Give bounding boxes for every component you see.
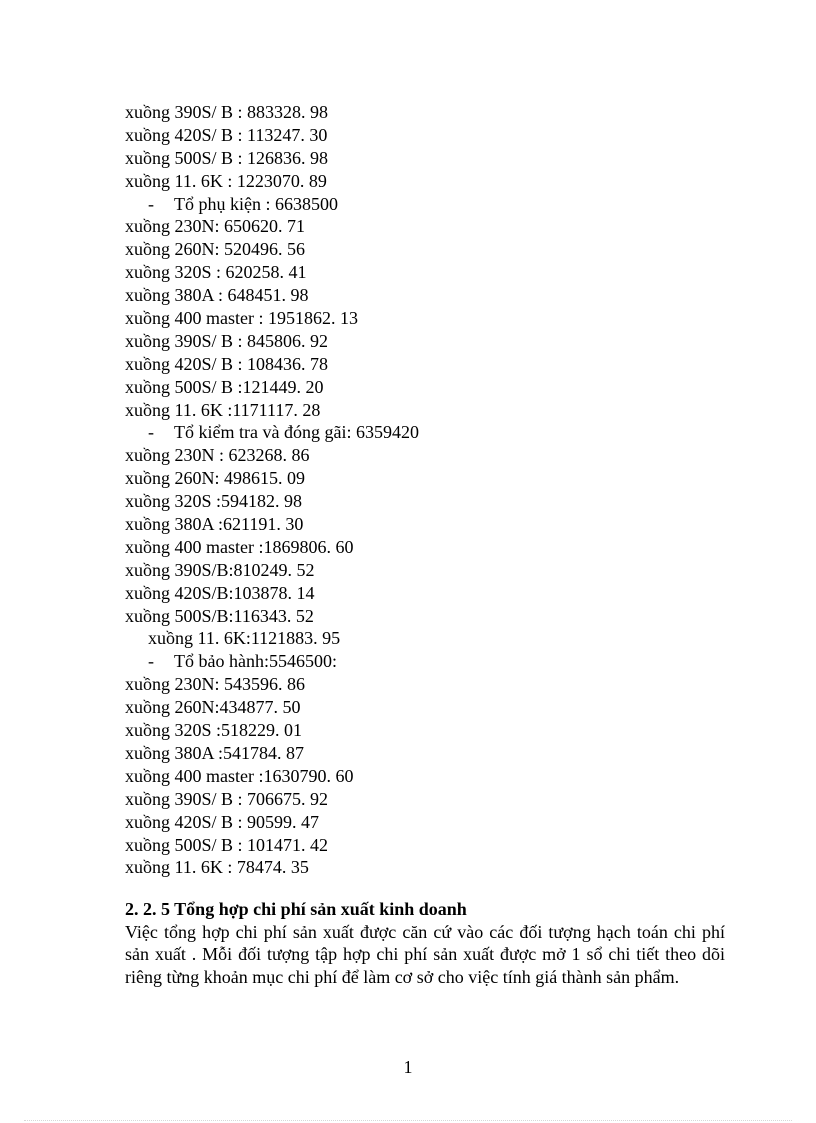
group-heading-text: Tổ kiểm tra và đóng gãi: 6359420: [174, 422, 419, 443]
cost-item-line: xuồng 400 master : 1951862. 13: [125, 308, 358, 329]
cost-item-line: xuồng 400 master :1630790. 60: [125, 765, 354, 786]
cost-item-line: xuồng 420S/ B : 90599. 47: [125, 811, 320, 832]
cost-item-line: xuồng 11. 6K : 78474. 35: [125, 857, 309, 878]
cost-item-line: xuồng 11. 6K :1171117. 28: [125, 399, 321, 420]
cost-item-line: xuồng 390S/ B : 845806. 92: [125, 330, 329, 351]
group-heading-line: [125, 193, 419, 216]
cost-item-line: xuồng 420S/ B : 113247. 30: [125, 124, 328, 145]
group-heading-text: Tổ phụ kiện : 6638500: [174, 193, 338, 214]
group-heading-line: [125, 421, 419, 444]
cost-item-line: xuồng 400 master :1869806. 60: [125, 536, 354, 557]
cost-item-line: xuồng 500S/B:116343. 52: [125, 605, 314, 626]
cost-item-line: xuồng 230N : 623268. 86: [125, 445, 310, 466]
cost-item-line: xuồng 390S/ B : 883328. 98: [125, 102, 329, 122]
cost-item-line: xuồng 420S/ B : 108436. 78: [125, 353, 329, 374]
cost-item-line: xuồng 500S/ B : 126836. 98: [125, 147, 329, 168]
paragraph-line: sản xuất . Mỗi đối tượng tập hợp chi phí sản xuất được mở 1 sổ chi tiết theo dõi: [125, 944, 725, 964]
cost-item-line: xuồng 390S/ B : 706675. 92: [125, 788, 329, 809]
cost-item-line: xuồng 230N: 650620. 71: [125, 216, 305, 237]
cost-item-line: xuồng 420S/B:103878. 14: [125, 582, 315, 603]
cost-item-line: xuồng 500S/ B : 101471. 42: [125, 834, 329, 855]
cost-item-line: xuồng 260N: 520496. 56: [125, 239, 305, 260]
cost-item-line: xuồng 230N: 543596. 86: [125, 674, 305, 695]
bullet-dash: -: [148, 651, 154, 672]
group-heading-text: Tổ bảo hành:5546500:: [174, 651, 337, 672]
cost-item-line: xuồng 500S/ B :121449. 20: [125, 376, 324, 397]
cost-item-line: xuồng 380A :541784. 87: [125, 742, 305, 763]
section-paragraph: [125, 921, 725, 989]
cost-item-line: xuồng 11. 6K : 1223070. 89: [125, 170, 327, 191]
cost-item-line: xuồng 260N:434877. 50: [125, 697, 301, 718]
cost-item-line: xuồng 11. 6K:1121883. 95: [148, 628, 341, 649]
page-number: 1: [403, 1057, 413, 1077]
cost-item-line: xuồng 320S :518229. 01: [125, 720, 303, 741]
cost-allocation-list: [125, 101, 419, 879]
cost-item-line: xuồng 320S :594182. 98: [125, 491, 303, 512]
cost-item-line: xuồng 380A :621191. 30: [125, 514, 304, 535]
section-2-2-5: [125, 898, 725, 988]
cost-item-line: xuồng 260N: 498615. 09: [125, 468, 305, 489]
page-bottom-divider: [24, 1120, 792, 1121]
paragraph-line: riêng từng khoản mục chi phí để làm cơ sở cho việc tính giá thành sản phẩm.: [125, 966, 680, 987]
cost-item-line: xuồng 390S/B:810249. 52: [125, 559, 315, 580]
section-heading: 2. 2. 5 Tổng hợp chi phí sản xuất kinh doanh: [125, 899, 467, 919]
cost-item-line: xuồng 320S : 620258. 41: [125, 262, 307, 283]
bullet-dash: -: [148, 193, 154, 214]
paragraph-line: Việc tổng hợp chi phí sản xuất được căn cứ vào các đối tượng hạch toán chi phí: [125, 921, 725, 942]
group-heading-line: [125, 650, 419, 673]
cost-item-line: xuồng 380A : 648451. 98: [125, 285, 309, 306]
bullet-dash: -: [148, 422, 154, 443]
